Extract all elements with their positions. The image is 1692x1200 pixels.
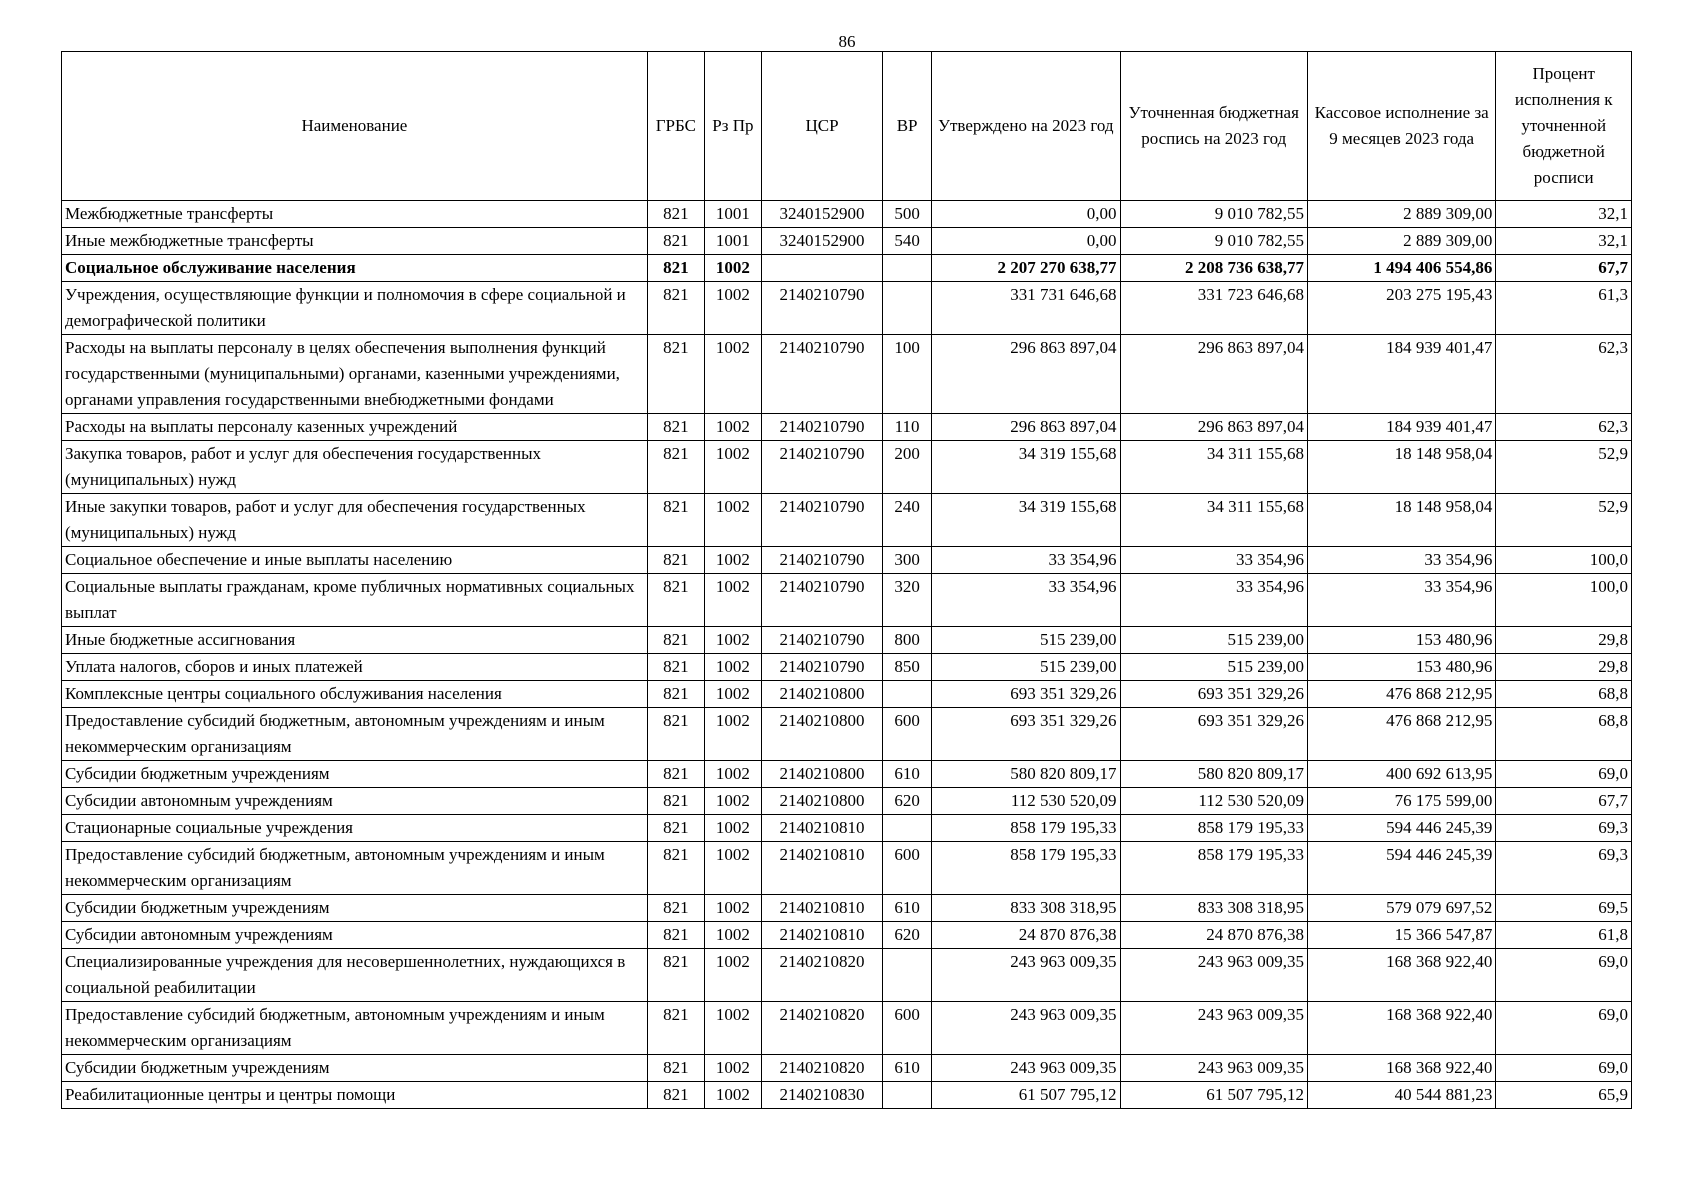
cell-executed: 153 480,96 [1307,654,1495,681]
cell-vr: 610 [883,1055,932,1082]
cell-rzpr: 1002 [704,788,761,815]
cell-percent: 61,8 [1496,922,1632,949]
header-rzpr: Рз Пр [704,52,761,201]
cell-executed: 594 446 245,39 [1307,815,1495,842]
cell-executed: 476 868 212,95 [1307,681,1495,708]
header-csr: ЦСР [761,52,882,201]
cell-csr: 2140210790 [761,335,882,414]
cell-executed: 400 692 613,95 [1307,761,1495,788]
cell-executed: 33 354,96 [1307,574,1495,627]
cell-vr [883,1082,932,1109]
cell-name: Расходы на выплаты персоналу в целях обеспечения выполнения функций государственными (муниципальными) органами, казенными учреждениями, органами управления государственными внебюджетными фондами [62,335,648,414]
cell-csr: 2140210790 [761,441,882,494]
cell-refined: 243 963 009,35 [1120,1055,1307,1082]
cell-rzpr: 1002 [704,547,761,574]
cell-percent: 32,1 [1496,228,1632,255]
table-body [62,201,1632,1109]
cell-percent: 69,5 [1496,895,1632,922]
cell-vr [883,681,932,708]
cell-vr: 300 [883,547,932,574]
cell-grbs: 821 [647,547,704,574]
cell-executed: 153 480,96 [1307,627,1495,654]
cell-vr: 600 [883,708,932,761]
cell-approved: 33 354,96 [932,574,1120,627]
table-row [62,627,1632,654]
cell-grbs: 821 [647,761,704,788]
cell-name: Специализированные учреждения для несовершеннолетних, нуждающихся в социальной реабилитации [62,949,648,1002]
cell-executed: 40 544 881,23 [1307,1082,1495,1109]
cell-name: Реабилитационные центры и центры помощи [62,1082,648,1109]
cell-name: Субсидии автономным учреждениям [62,788,648,815]
cell-executed: 184 939 401,47 [1307,335,1495,414]
cell-grbs: 821 [647,494,704,547]
cell-name: Закупка товаров, работ и услуг для обеспечения государственных (муниципальных) нужд [62,441,648,494]
cell-refined: 858 179 195,33 [1120,842,1307,895]
cell-percent: 68,8 [1496,708,1632,761]
cell-approved: 858 179 195,33 [932,815,1120,842]
cell-name: Уплата налогов, сборов и иных платежей [62,654,648,681]
cell-name: Субсидии автономным учреждениям [62,922,648,949]
cell-approved: 243 963 009,35 [932,1002,1120,1055]
table-row [62,1002,1632,1055]
cell-csr: 2140210790 [761,282,882,335]
cell-vr: 850 [883,654,932,681]
cell-name: Межбюджетные трансферты [62,201,648,228]
cell-rzpr: 1002 [704,895,761,922]
cell-csr: 2140210800 [761,788,882,815]
cell-percent: 62,3 [1496,414,1632,441]
cell-refined: 33 354,96 [1120,574,1307,627]
cell-refined: 296 863 897,04 [1120,335,1307,414]
cell-approved: 515 239,00 [932,654,1120,681]
cell-rzpr: 1002 [704,494,761,547]
cell-csr: 2140210790 [761,654,882,681]
cell-approved: 243 963 009,35 [932,949,1120,1002]
budget-table [61,51,1632,1109]
table-header-row [62,52,1632,201]
cell-executed: 168 368 922,40 [1307,1002,1495,1055]
cell-executed: 476 868 212,95 [1307,708,1495,761]
cell-approved: 34 319 155,68 [932,494,1120,547]
cell-percent: 69,0 [1496,949,1632,1002]
cell-vr: 610 [883,761,932,788]
cell-executed: 76 175 599,00 [1307,788,1495,815]
cell-refined: 858 179 195,33 [1120,815,1307,842]
cell-rzpr: 1002 [704,761,761,788]
header-vr: ВР [883,52,932,201]
cell-grbs: 821 [647,414,704,441]
table-row [62,949,1632,1002]
cell-name: Предоставление субсидий бюджетным, автономным учреждениям и иным некоммерческим организациям [62,708,648,761]
cell-grbs: 821 [647,1082,704,1109]
cell-name: Социальные выплаты гражданам, кроме публичных нормативных социальных выплат [62,574,648,627]
cell-executed: 15 366 547,87 [1307,922,1495,949]
cell-rzpr: 1002 [704,654,761,681]
page-number: 86 [838,32,856,51]
cell-vr: 540 [883,228,932,255]
cell-csr: 2140210810 [761,842,882,895]
cell-percent: 67,7 [1496,788,1632,815]
header-grbs: ГРБС [647,52,704,201]
cell-name: Субсидии бюджетным учреждениям [62,1055,648,1082]
cell-rzpr: 1002 [704,815,761,842]
cell-grbs: 821 [647,441,704,494]
cell-grbs: 821 [647,654,704,681]
cell-grbs: 821 [647,574,704,627]
cell-name: Иные закупки товаров, работ и услуг для обеспечения государственных (муниципальных) нужд [62,494,648,547]
table-row [62,1055,1632,1082]
cell-refined: 33 354,96 [1120,547,1307,574]
cell-refined: 296 863 897,04 [1120,414,1307,441]
cell-csr: 2140210790 [761,494,882,547]
cell-csr: 2140210790 [761,627,882,654]
cell-percent: 29,8 [1496,627,1632,654]
cell-approved: 693 351 329,26 [932,708,1120,761]
cell-vr [883,282,932,335]
cell-refined: 9 010 782,55 [1120,228,1307,255]
cell-csr: 2140210820 [761,949,882,1002]
cell-csr: 2140210800 [761,761,882,788]
cell-grbs: 821 [647,255,704,282]
cell-grbs: 821 [647,228,704,255]
cell-vr: 620 [883,922,932,949]
cell-vr: 800 [883,627,932,654]
cell-approved: 24 870 876,38 [932,922,1120,949]
cell-name: Предоставление субсидий бюджетным, автономным учреждениям и иным некоммерческим организациям [62,1002,648,1055]
cell-csr: 2140210800 [761,708,882,761]
table-row [62,414,1632,441]
cell-csr: 3240152900 [761,228,882,255]
cell-csr: 2140210820 [761,1055,882,1082]
header-refined: Уточненная бюджетная роспись на 2023 год [1120,52,1307,201]
cell-approved: 833 308 318,95 [932,895,1120,922]
cell-rzpr: 1002 [704,1002,761,1055]
cell-executed: 18 148 958,04 [1307,494,1495,547]
cell-percent: 65,9 [1496,1082,1632,1109]
cell-refined: 34 311 155,68 [1120,441,1307,494]
cell-name: Комплексные центры социального обслуживания населения [62,681,648,708]
table-row [62,761,1632,788]
cell-percent: 29,8 [1496,654,1632,681]
cell-csr: 3240152900 [761,201,882,228]
cell-percent: 68,8 [1496,681,1632,708]
table-row [62,654,1632,681]
cell-executed: 33 354,96 [1307,547,1495,574]
cell-vr [883,949,932,1002]
cell-percent: 100,0 [1496,547,1632,574]
cell-name: Социальное обслуживание населения [62,255,648,282]
cell-rzpr: 1002 [704,681,761,708]
header-approved: Утверждено на 2023 год [932,52,1120,201]
table-row [62,255,1632,282]
cell-percent: 69,0 [1496,761,1632,788]
cell-rzpr: 1002 [704,1082,761,1109]
cell-percent: 69,3 [1496,815,1632,842]
cell-executed: 184 939 401,47 [1307,414,1495,441]
cell-vr: 110 [883,414,932,441]
cell-grbs: 821 [647,708,704,761]
cell-approved: 0,00 [932,201,1120,228]
cell-rzpr: 1002 [704,441,761,494]
cell-name: Субсидии бюджетным учреждениям [62,895,648,922]
cell-vr: 240 [883,494,932,547]
cell-grbs: 821 [647,815,704,842]
cell-csr: 2140210810 [761,895,882,922]
cell-name: Расходы на выплаты персоналу казенных учреждений [62,414,648,441]
cell-vr: 610 [883,895,932,922]
cell-approved: 112 530 520,09 [932,788,1120,815]
cell-refined: 24 870 876,38 [1120,922,1307,949]
cell-approved: 0,00 [932,228,1120,255]
cell-vr: 600 [883,1002,932,1055]
cell-approved: 515 239,00 [932,627,1120,654]
cell-csr: 2140210810 [761,922,882,949]
table-row [62,922,1632,949]
cell-refined: 580 820 809,17 [1120,761,1307,788]
table-row [62,494,1632,547]
cell-grbs: 821 [647,201,704,228]
cell-approved: 61 507 795,12 [932,1082,1120,1109]
cell-vr: 200 [883,441,932,494]
cell-refined: 2 208 736 638,77 [1120,255,1307,282]
cell-percent: 52,9 [1496,441,1632,494]
cell-percent: 69,0 [1496,1002,1632,1055]
cell-refined: 34 311 155,68 [1120,494,1307,547]
cell-executed: 168 368 922,40 [1307,949,1495,1002]
cell-grbs: 821 [647,788,704,815]
table-row [62,441,1632,494]
cell-refined: 9 010 782,55 [1120,201,1307,228]
cell-rzpr: 1002 [704,949,761,1002]
cell-approved: 580 820 809,17 [932,761,1120,788]
cell-percent: 100,0 [1496,574,1632,627]
cell-executed: 1 494 406 554,86 [1307,255,1495,282]
cell-percent: 67,7 [1496,255,1632,282]
cell-executed: 579 079 697,52 [1307,895,1495,922]
cell-approved: 858 179 195,33 [932,842,1120,895]
cell-grbs: 821 [647,895,704,922]
cell-percent: 52,9 [1496,494,1632,547]
cell-csr: 2140210800 [761,681,882,708]
cell-name: Иные бюджетные ассигнования [62,627,648,654]
cell-grbs: 821 [647,842,704,895]
cell-percent: 69,3 [1496,842,1632,895]
cell-refined: 331 723 646,68 [1120,282,1307,335]
cell-executed: 594 446 245,39 [1307,842,1495,895]
cell-executed: 168 368 922,40 [1307,1055,1495,1082]
header-name: Наименование [62,52,648,201]
cell-vr: 100 [883,335,932,414]
cell-rzpr: 1002 [704,335,761,414]
cell-name: Иные межбюджетные трансферты [62,228,648,255]
cell-rzpr: 1002 [704,255,761,282]
table-row [62,708,1632,761]
cell-csr: 2140210790 [761,414,882,441]
table-row [62,335,1632,414]
cell-rzpr: 1002 [704,842,761,895]
cell-approved: 34 319 155,68 [932,441,1120,494]
cell-executed: 2 889 309,00 [1307,201,1495,228]
cell-approved: 33 354,96 [932,547,1120,574]
table-row [62,815,1632,842]
table-row [62,228,1632,255]
cell-refined: 112 530 520,09 [1120,788,1307,815]
table-row [62,282,1632,335]
table-row [62,201,1632,228]
cell-grbs: 821 [647,949,704,1002]
table-row [62,547,1632,574]
cell-grbs: 821 [647,681,704,708]
cell-approved: 331 731 646,68 [932,282,1120,335]
cell-rzpr: 1002 [704,627,761,654]
cell-percent: 61,3 [1496,282,1632,335]
cell-csr: 2140210790 [761,574,882,627]
cell-approved: 2 207 270 638,77 [932,255,1120,282]
cell-csr [761,255,882,282]
cell-rzpr: 1002 [704,708,761,761]
cell-grbs: 821 [647,1002,704,1055]
cell-csr: 2140210820 [761,1002,882,1055]
cell-refined: 243 963 009,35 [1120,1002,1307,1055]
cell-rzpr: 1002 [704,282,761,335]
cell-grbs: 821 [647,1055,704,1082]
cell-vr: 320 [883,574,932,627]
cell-rzpr: 1001 [704,201,761,228]
cell-percent: 69,0 [1496,1055,1632,1082]
cell-rzpr: 1002 [704,574,761,627]
cell-approved: 693 351 329,26 [932,681,1120,708]
cell-refined: 693 351 329,26 [1120,708,1307,761]
cell-grbs: 821 [647,627,704,654]
table-row [62,895,1632,922]
cell-csr: 2140210830 [761,1082,882,1109]
table-row [62,842,1632,895]
table-row [62,574,1632,627]
cell-vr [883,815,932,842]
cell-approved: 296 863 897,04 [932,414,1120,441]
cell-refined: 515 239,00 [1120,654,1307,681]
cell-executed: 18 148 958,04 [1307,441,1495,494]
cell-refined: 515 239,00 [1120,627,1307,654]
table-row [62,788,1632,815]
cell-executed: 2 889 309,00 [1307,228,1495,255]
header-executed: Кассовое исполнение за 9 месяцев 2023 года [1307,52,1495,201]
cell-name: Стационарные социальные учреждения [62,815,648,842]
cell-percent: 62,3 [1496,335,1632,414]
cell-csr: 2140210810 [761,815,882,842]
cell-name: Предоставление субсидий бюджетным, автономным учреждениям и иным некоммерческим организациям [62,842,648,895]
cell-refined: 243 963 009,35 [1120,949,1307,1002]
cell-vr [883,255,932,282]
cell-csr: 2140210790 [761,547,882,574]
cell-vr: 620 [883,788,932,815]
cell-name: Субсидии бюджетным учреждениям [62,761,648,788]
cell-refined: 61 507 795,12 [1120,1082,1307,1109]
cell-percent: 32,1 [1496,201,1632,228]
cell-grbs: 821 [647,335,704,414]
cell-vr: 500 [883,201,932,228]
table-row [62,1082,1632,1109]
cell-grbs: 821 [647,282,704,335]
cell-approved: 243 963 009,35 [932,1055,1120,1082]
cell-refined: 833 308 318,95 [1120,895,1307,922]
cell-name: Социальное обеспечение и иные выплаты населению [62,547,648,574]
cell-rzpr: 1002 [704,1055,761,1082]
cell-executed: 203 275 195,43 [1307,282,1495,335]
cell-approved: 296 863 897,04 [932,335,1120,414]
cell-refined: 693 351 329,26 [1120,681,1307,708]
cell-rzpr: 1002 [704,414,761,441]
cell-name: Учреждения, осуществляющие функции и полномочия в сфере социальной и демографической политики [62,282,648,335]
header-percent: Процент исполнения к уточненной бюджетной росписи [1496,52,1632,201]
cell-rzpr: 1002 [704,922,761,949]
cell-vr: 600 [883,842,932,895]
cell-rzpr: 1001 [704,228,761,255]
table-row [62,681,1632,708]
cell-grbs: 821 [647,922,704,949]
